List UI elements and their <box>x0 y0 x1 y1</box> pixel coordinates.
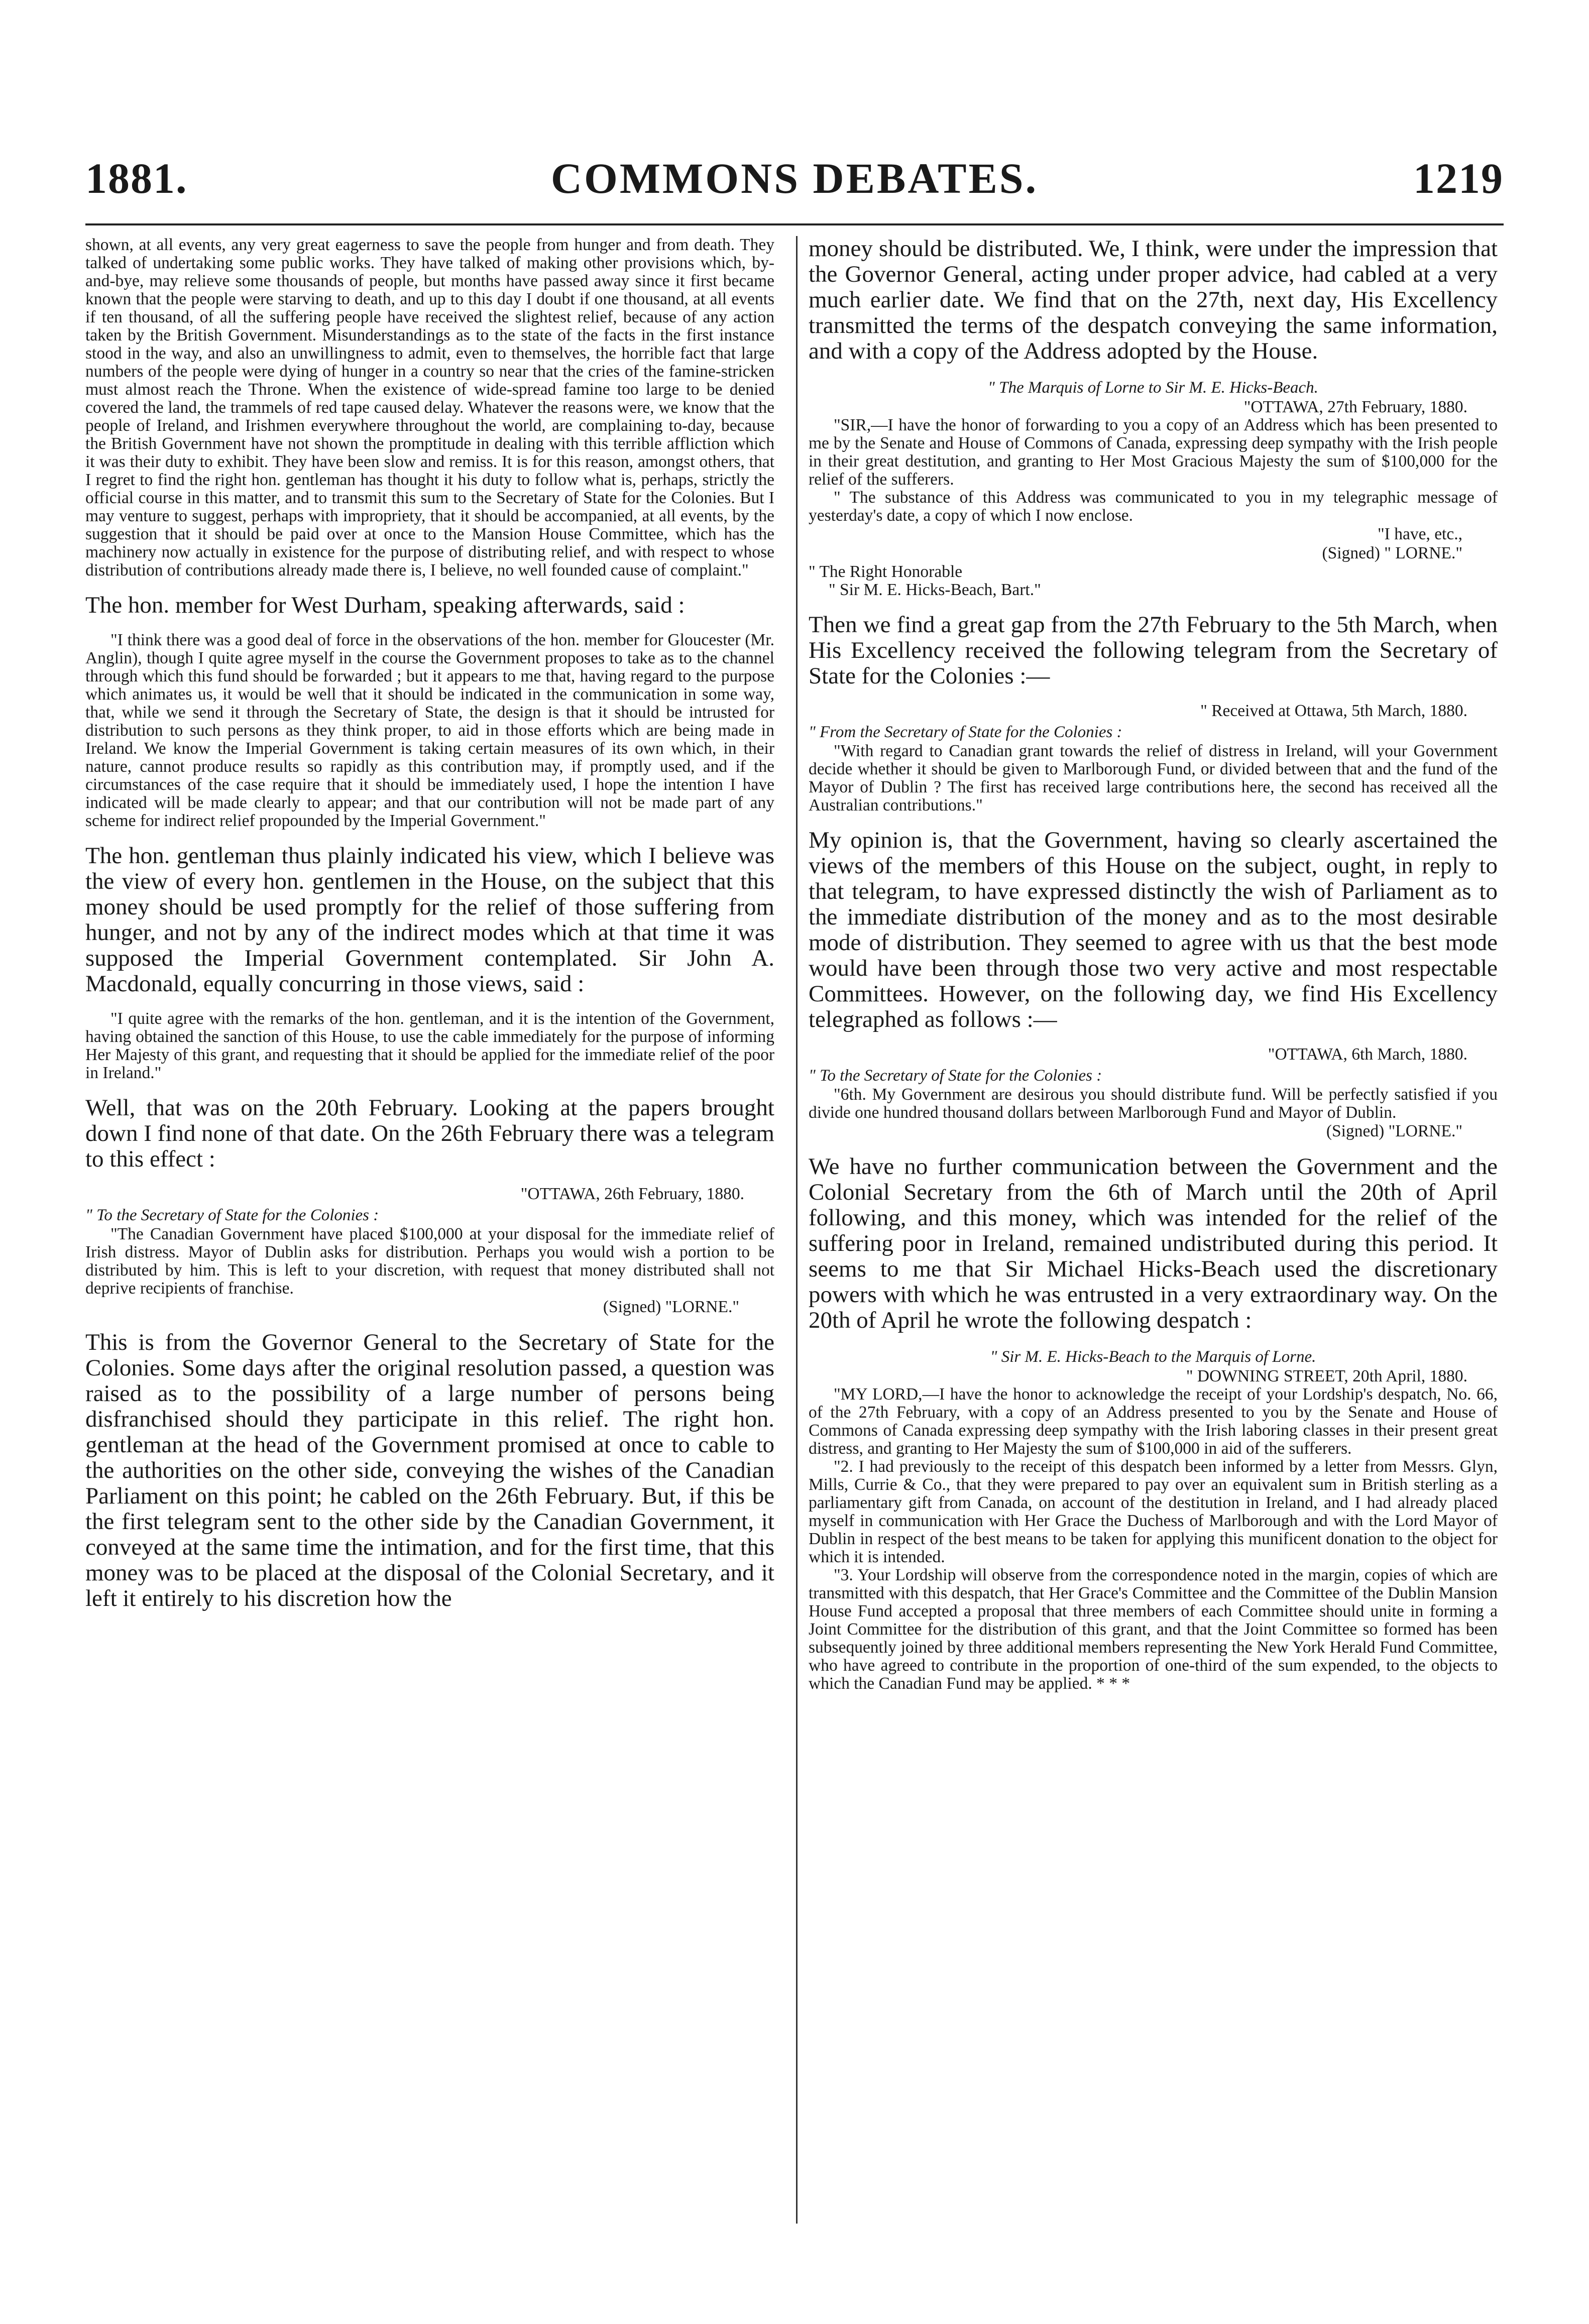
body-paragraph: Well, that was on the 20th February. Looking at the papers brought down I find none of that date. On the 26th February there was a telegram to this effect : <box>85 1095 774 1172</box>
despatch-signature: (Signed) " LORNE." <box>1322 544 1462 562</box>
despatch-body: "MY LORD,—I have the honor to acknowledge the receipt of your Lordship's despatch, No. 66, of the 27th February, with a copy of an Address presented to you by the Senate and House of Commons of Canada expressing deep sympathy with the Irish laboring classes in their present great distress, and granting to Her Majesty the sum of $100,000 in aid of the sufferers. <box>809 1385 1498 1458</box>
column-divider <box>796 236 798 2224</box>
telegram-sender: " From the Secretary of State for the Colonies : <box>809 723 1122 741</box>
telegram-signature: (Signed) "LORNE." <box>603 1298 739 1316</box>
despatch-caption: " The Marquis of Lorne to Sir M. E. Hicks-Beach. <box>988 379 1318 397</box>
despatch-addressee: " The Right Honorable <box>809 562 963 581</box>
despatch-caption: " Sir M. E. Hicks-Beach to the Marquis of Lorne. <box>990 1348 1316 1366</box>
body-paragraph: money should be distributed. We, I think, were under the impression that the Governor General, acting under proper advice, had cabled at a very much earlier date. We find that on the 27th, next day, His Excellency transmitted the terms of the despatch conveying the same information, and with a copy of the Address adopted by the House. <box>809 236 1498 364</box>
publication-title: COMMONS DEBATES. <box>550 154 1039 202</box>
left-column <box>85 236 774 2224</box>
telegram-addressee: " To the Secretary of State for the Colonies : <box>85 1206 379 1224</box>
telegram-addressee: " To the Secretary of State for the Colonies : <box>809 1067 1102 1085</box>
page-header <box>85 151 1504 206</box>
body-paragraph: We have no further communication between the Government and the Colonial Secretary from the 6th of March until the 20th of April following, and this money, which was intended for the relief of the suffering poor in Ireland, remained undistributed during this period. It seems to me that Sir Michael Hicks-Beach used the discretionary powers with which he was entrusted in a very extraordinary way. On the 20th of April he wrote the following despatch : <box>809 1153 1498 1333</box>
header-year: 1881. <box>85 154 188 202</box>
despatch-date: " DOWNING STREET, 20th April, 1880. <box>1186 1367 1467 1385</box>
body-paragraph: The hon. member for West Durham, speaking afterwards, said : <box>85 592 685 618</box>
despatch-body: " The substance of this Address was communicated to you in my telegraphic message of yesterday's date, a copy of which I now enclose. <box>809 488 1498 525</box>
quoted-speech-continuation: shown, at all events, any very great eagerness to save the people from hunger and from death. They talked of undertaking some public works. They have talked of making other provisions which, by-and-bye, may relieve some thousands of people, but months have passed away since it first became known that the people were starving to death, and up to this day I doubt if one thousand, at all events if ten thousand, of all the suffering people have received the slightest relief, because of any action taken by the British Government. Misunderstandings as to the state of the facts in the first instance stood in the way, and also an unwillingness to admit, even to themselves, the horrible fact that large numbers of the people were dying of hunger in a country so near that the cries of the famine-stricken must almost reach the Throne. When the existence of wide-spread famine too large to be denied covered the land, the trammels of red tape caused delay. Whatever the reasons were, we know that the people of Ireland, and Irishmen everywhere throughout the world, are complaining to-day, because the British Government have not shown the promptitude in dealing with this terrible affliction which it was their duty to exhibit. They have been slow and remiss. It is for this reason, amongst others, that I regret to find the right hon. gentleman has thought it his duty to follow what is, perhaps, strictly the official course in this matter, and to transmit this sum to the Secretary of State for the Colonies. But I may venture to suggest, perhaps with impropriety, that it should be accompanied, at all events, by the suggestion that it should be paid over at once to the Mansion House Committee, which has the machinery now actually in existence for the purpose of distributing relief, and with respect to whose distribution of contributions already made there is, I believe, no well founded cause of complaint." <box>85 236 774 579</box>
despatch-body: "SIR,—I have the honor of forwarding to you a copy of an Address which has been presented to me by the Senate and House of Commons of Canada, expressing deep sympathy with the Irish people in their great destitution, and granting to Her Most Gracious Majesty the sum of $100,000 for the relief of the sufferers. <box>809 416 1498 489</box>
despatch-date: "OTTAWA, 27th February, 1880. <box>1243 398 1467 416</box>
quoted-speech: "I quite agree with the remarks of the hon. gentleman, and it is the intention of the Government, having obtained the sanction of this House, to use the cable immediately for the purpose of informing Her Majesty of this grant, and requesting that it should be applied for the immediate relief of the poor in Ireland." <box>85 1009 774 1082</box>
body-paragraph: This is from the Governor General to the Secretary of State for the Colonies. Some days after the original resolution passed, a question was raised as to the possibility of a large number of persons being disfranchised should they participate in this relief. The right hon. gentleman at the head of the Government promised at once to cable to the authorities on the other side, conveying the wishes of the Canadian Parliament on this point; he cabled on the 26th February. But, if this be the first telegram sent to the other side by the Canadian Government, it conveyed at the same time the intimation, and for the first time, that this money was to be placed at the disposal of the Colonial Secretary, and it left it entirely to his discretion how the <box>85 1329 774 1611</box>
telegram-date: "OTTAWA, 26th February, 1880. <box>520 1185 744 1203</box>
right-column <box>809 236 1498 2224</box>
telegram-date: " Received at Ottawa, 5th March, 1880. <box>1200 702 1467 720</box>
quoted-speech: "I think there was a good deal of force in the observations of the hon. member for Gloucester (Mr. Anglin), though I quite agree myself in the course the Government proposes to take as to the channel through which this fund should be forwarded ; but it appears to me that, having regard to the purpose which animates us, it would be well that it should be indicated in the communication in some way, that, while we send it through the Secretary of State, the design is that it should be intrusted for distribution to such persons as they think proper, to aid in those efforts which are being made in Ireland. We know the Imperial Government is taking certain measures of its own which, in their nature, cannot produce results so rapidly as this contribution may, if promptly used, and if the circumstances of the case require that it should be immediately used, I hope the intention I have indicated will be made clearly to appear; and that our contribution will not be made part of any scheme for indirect relief propounded by the Imperial Government." <box>85 631 774 830</box>
telegram-date: "OTTAWA, 6th March, 1880. <box>1268 1045 1467 1064</box>
telegram-signature: (Signed) "LORNE." <box>1326 1122 1462 1140</box>
despatch-body: "2. I had previously to the receipt of this despatch been informed by a letter from Messrs. Glyn, Mills, Currie & Co., that they were prepared to pay over an equivalent sum in British sterling as a parliamentary gift from Canada, on account of the destitution in Ireland, and I had already placed myself in communication with Her Grace the Duchess of Marlborough and with the Lord Mayor of Dublin in respect of the best means to be taken for applying this munificent donation to the object for which it is intended. <box>809 1457 1498 1566</box>
despatch-closing: "I have, etc., <box>1378 525 1462 543</box>
telegram-body: "6th. My Government are desirous you should distribute fund. Will be perfectly satisfied if you divide one hundred thousand dollars between Marlborough Fund and Mayor of Dublin. <box>809 1085 1498 1122</box>
page-number: 1219 <box>1413 154 1504 202</box>
body-paragraph: My opinion is, that the Government, having so clearly ascertained the views of the members of this House on the subject, ought, in reply to that telegram, to have expressed distinctly the wish of Parliament as to the immediate distribution of the money and as to the most desirable mode of distribution. They seemed to agree with us that the best mode would have been through those two very active and most respectable Committees. However, on the following day, we find His Excellency telegraphed as follows :— <box>809 827 1498 1032</box>
telegram-body: "With regard to Canadian grant towards the relief of distress in Ireland, will your Government decide whether it should be given to Marlborough Fund, or divided between that and the fund of the Mayor of Dublin ? The first has received large contributions here, the second has received all the Australian contributions." <box>809 742 1498 815</box>
header-rule <box>85 223 1504 225</box>
despatch-addressee: " Sir M. E. Hicks-Beach, Bart." <box>829 580 1041 599</box>
body-paragraph: The hon. gentleman thus plainly indicated his view, which I believe was the view of every hon. gentlemen in the House, on the subject that this money should be used promptly for the relief of those suffering from hunger, and not by any of the indirect modes which at that time it was supposed the Imperial Government contemplated. Sir John A. Macdonald, equally concurring in those views, said : <box>85 843 774 997</box>
body-paragraph: Then we find a great gap from the 27th February to the 5th March, when His Excellency received the following telegram from the Secretary of State for the Colonies :— <box>809 612 1498 689</box>
telegram-body: "The Canadian Government have placed $100,000 at your disposal for the immediate relief of Irish distress. Mayor of Dublin asks for distribution. Perhaps you would wish a portion to be distributed by him. This is left to your discretion, with request that money distributed shall not deprive recipients of franchise. <box>85 1225 774 1298</box>
despatch-body: "3. Your Lordship will observe from the correspondence noted in the margin, copies of which are transmitted with this despatch, that Her Grace's Committee and the Committee of the Dublin Mansion House Fund accepted a proposal that three members of each Committee should unite in forming a Joint Committee for the distribution of this grant, and that the Joint Committee so formed has been subsequently joined by three additional members representing the New York Herald Fund Committee, who have agreed to contribute in the proportion of one-third of the sum expended, to the objects to which the Canadian Fund may be applied. * * * <box>809 1566 1498 1693</box>
